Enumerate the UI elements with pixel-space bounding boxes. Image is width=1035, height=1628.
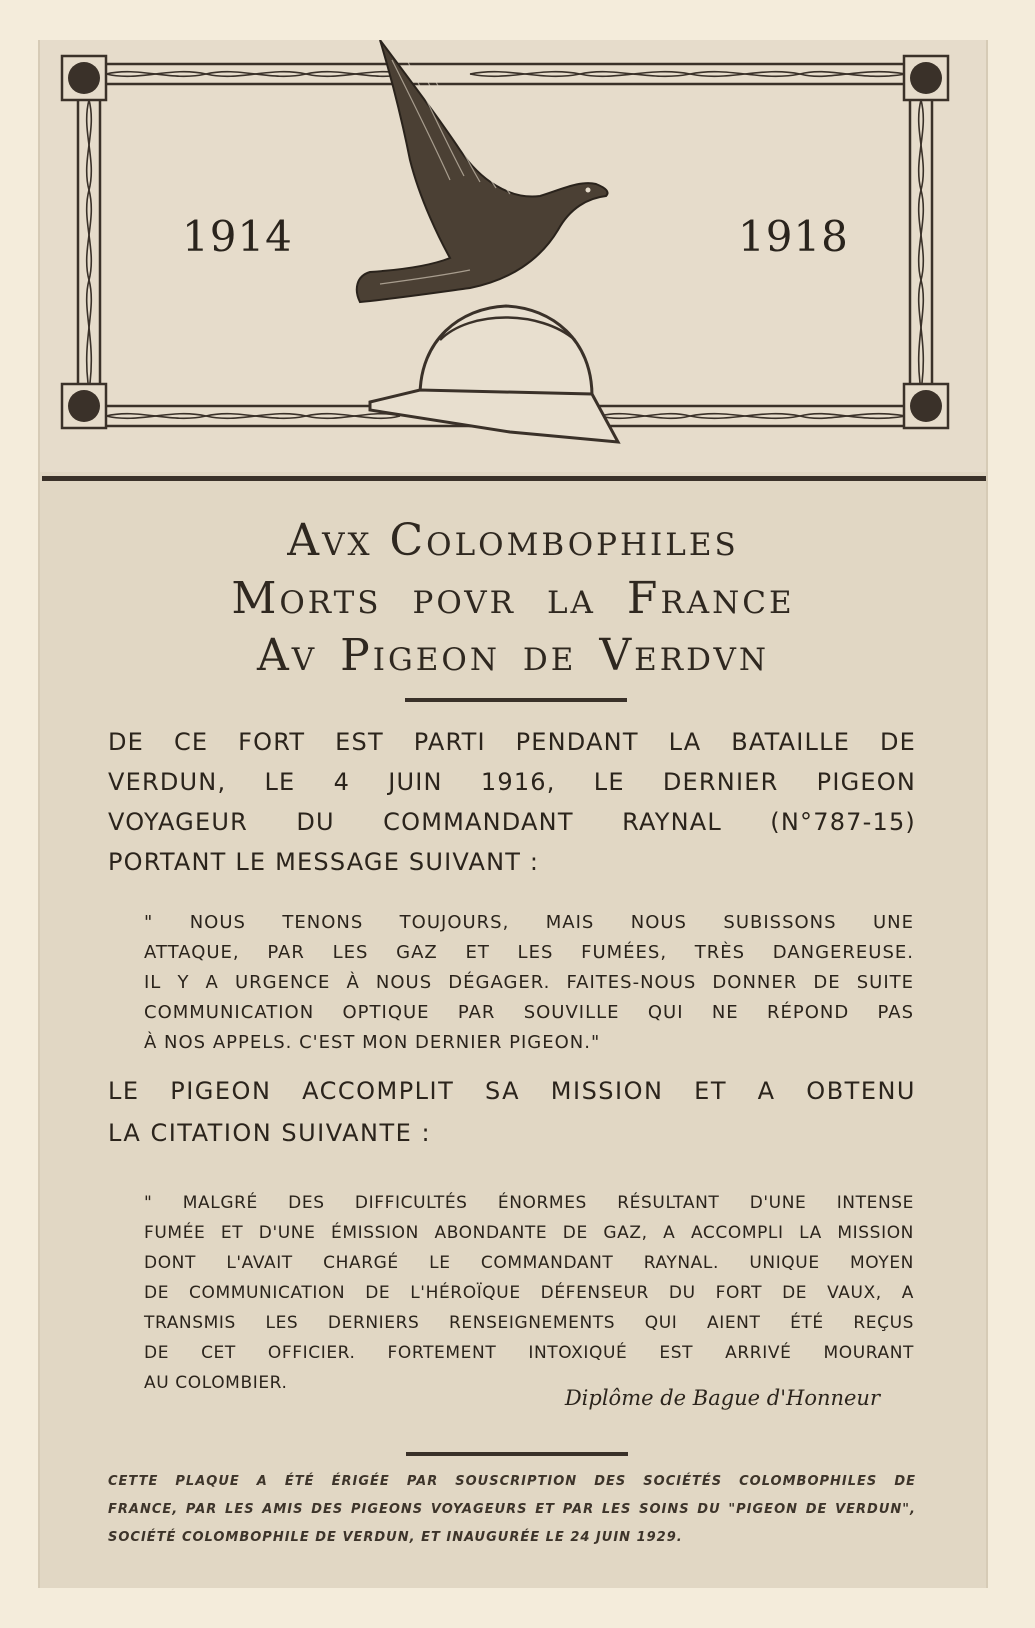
title-line-2: Morts povr la France [231,573,795,624]
citation-line: FUMÉE ET D'UNE ÉMISSION ABONDANTE DE GAZ, A ACCOMPLI LA MISSION [144,1223,914,1243]
mission-line: LE PIGEON ACCOMPLIT SA MISSION ET A OBTENU [108,1077,916,1105]
title-line-3: Av Pigeon de Verdvn [257,630,769,681]
citation-text [144,1188,914,1398]
message-line: À NOS APPELS. C'EST MON DERNIER PIGEON." [144,1032,601,1053]
intro-line: PORTANT LE MESSAGE SUIVANT : [108,848,540,876]
message-line: COMMUNICATION OPTIQUE PAR SOUVILLE QUI NE RÉPOND PAS [144,1002,914,1023]
citation-line: " MALGRÉ DES DIFFICULTÉS ÉNORMES RÉSULTANT D'UNE INTENSE [144,1193,914,1213]
title-rule [405,698,627,702]
title-line-1: Avx Colombophiles [287,515,739,566]
citation-line: TRANSMIS LES DERNIERS RENSEIGNEMENTS QUI AIENT ÉTÉ REÇUS [144,1313,914,1333]
message-line: ATTAQUE, PAR LES GAZ ET LES FUMÉES, TRÈS DANGEREUSE. [144,942,914,963]
footer-line: FRANCE, PAR LES AMIS DES PIGEONS VOYAGEURS ET PAR LES SOINS DU "PIGEON DE VERDUN", [108,1502,916,1517]
message-line: " NOUS TENONS TOUJOURS, MAIS NOUS SUBISSONS UNE [144,912,914,933]
intro-paragraph [108,722,916,882]
top-braid [106,72,906,77]
helmet-icon [370,306,618,442]
intro-line: VERDUN, LE 4 JUIN 1916, LE DERNIER PIGEON [108,768,916,796]
memorial-plaque [38,40,988,1588]
pigeon-icon [357,40,608,302]
citation-signature: Diplôme de Bague d'Honneur [564,1386,880,1410]
mission-line: LA CITATION SUIVANTE : [108,1119,432,1147]
year-start: 1914 [182,212,293,261]
pigeon-message [144,908,914,1058]
citation-line: AU COLOMBIER. [144,1373,288,1393]
year-end: 1918 [738,212,849,261]
message-line: IL Y A URGENCE À NOUS DÉGAGER. FAITES-NOUS DONNER DE SUITE [144,972,914,993]
intro-line: DE CE FORT EST PARTI PENDANT LA BATAILLE DE [108,728,916,756]
footer-rule [406,1452,628,1456]
citation-line: DE CET OFFICIER. FORTEMENT INTOXIQUÉ EST ARRIVÉ MOURANT [144,1343,914,1363]
citation-line: DE COMMUNICATION DE L'HÉROÏQUE DÉFENSEUR DU FORT DE VAUX, A [144,1283,914,1303]
footer-line: SOCIÉTÉ COLOMBOPHILE DE VERDUN, ET INAUGURÉE LE 24 JUIN 1929. [108,1530,683,1545]
citation-line: DONT L'AVAIT CHARGÉ LE COMMANDANT RAYNAL. UNIQUE MOYEN [144,1253,914,1273]
footer-line: CETTE PLAQUE A ÉTÉ ÉRIGÉE PAR SOUSCRIPTION DES SOCIÉTÉS COLOMBOPHILES DE [108,1474,916,1489]
header-divider [42,476,986,481]
dedication-footer [108,1468,916,1552]
plaque-header [40,40,986,472]
intro-line: VOYAGEUR DU COMMANDANT RAYNAL (N°787-15) [108,808,916,836]
mission-paragraph [108,1070,916,1154]
